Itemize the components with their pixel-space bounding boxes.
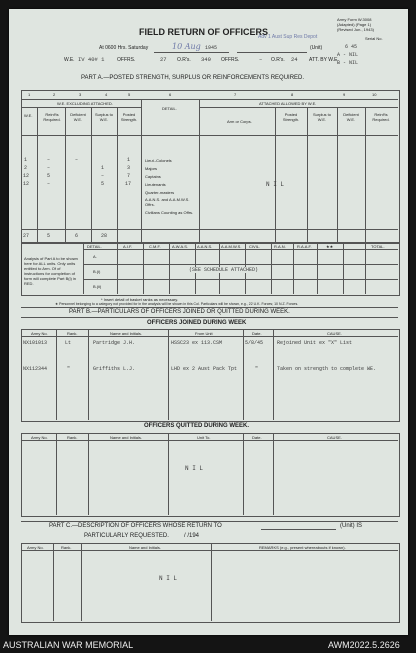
date: " xyxy=(255,366,259,372)
part-c-header: Rank. xyxy=(61,545,72,550)
quitted-header: Date. xyxy=(252,435,262,440)
joined-header: Rank. xyxy=(67,331,78,336)
cause: Taken on strength to complete WE. xyxy=(277,366,377,372)
part-a-title: PART A.—POSTED STRENGTH, SURPLUS OR REINFORCEMENTS REQUIRED. xyxy=(81,75,305,81)
form-reference xyxy=(337,17,374,32)
rank: " xyxy=(67,366,71,372)
quitted-header: Rank. xyxy=(67,435,78,440)
analysis-header: R.A.A.F. xyxy=(297,244,312,249)
offrs-value: 27 xyxy=(160,56,167,63)
analysis-header: ★★ xyxy=(326,244,334,249)
part-c-header: Army No. xyxy=(27,545,44,550)
army-no: NX101013 xyxy=(23,340,48,346)
col-header: W.E. xyxy=(24,113,33,118)
serial-value: 6 45 xyxy=(345,44,358,50)
at-line: At 0600 Hrs. Saturday xyxy=(99,45,149,51)
analysis-header: C.M.F. xyxy=(149,244,161,249)
analysis-header: A.A.M.W.S. xyxy=(221,244,242,249)
cell-posted: 7 xyxy=(127,173,131,179)
part-b-title: PART B.—PARTICULARS OF OFFICERS JOINED OR QUITTED DURING WEEK. xyxy=(69,309,290,315)
cell-we: 12 xyxy=(23,181,30,187)
col-number: 8 xyxy=(291,92,294,97)
part-c-nil: N I L xyxy=(159,575,178,582)
quitted-table xyxy=(21,433,400,517)
joined-title: OFFICERS JOINED DURING WEEK xyxy=(147,320,247,326)
detail-list xyxy=(145,157,197,215)
ors2-value: 24 xyxy=(291,56,298,63)
col-header: Surplus to W.E. xyxy=(94,112,113,122)
col-number: 9 xyxy=(343,92,346,97)
analysis-row-label: B.(i) xyxy=(93,269,101,274)
col-header: Posted Strength. xyxy=(120,112,138,122)
detail-item: A.A.N.S. and A.A.M.W.S. Offrs. xyxy=(145,197,190,207)
cell-posted: 17 xyxy=(125,181,132,187)
analysis-header: DETAIL. xyxy=(87,244,102,249)
part-c-header: Name and Initials. xyxy=(129,545,162,550)
analysis-header: R.A.N. xyxy=(274,244,286,249)
analysis-note: Analysis of Part A to be shown here for ALL units. Only units entitled to Arm. Of of instructions for completion of form will complete Part B(i) in RED. xyxy=(24,256,78,286)
cell-reinf: 5 xyxy=(47,173,51,179)
ors2-label: O.R's. xyxy=(271,57,285,63)
serial-label: Serial No. xyxy=(365,36,383,41)
total-deficient: 6 xyxy=(75,233,79,239)
part-c-header: REMARKS (e.g., present whereabouts if known). xyxy=(259,545,346,550)
quitted-header: Army No. xyxy=(31,435,48,440)
cell-posted: 1 xyxy=(127,157,131,163)
col-number: 3 xyxy=(79,92,82,97)
cell-posted: 3 xyxy=(127,165,131,171)
footer-catalog-number: AWM2022.5.2626 xyxy=(328,640,400,650)
quitted-header: Name and Initials. xyxy=(110,435,143,440)
detail-item: Lieut.-Colonels xyxy=(145,158,172,163)
col-header: Reinf'ts Required. xyxy=(43,112,61,122)
col-header: DETAIL. xyxy=(162,106,177,111)
cell-reinf: – xyxy=(47,181,51,187)
quitted-header: Unit To. xyxy=(197,435,211,440)
joined-header: Army No. xyxy=(31,331,48,336)
cell-deficient: – xyxy=(75,157,79,163)
joined-header: Name and Initials. xyxy=(110,331,143,336)
col-number: 7 xyxy=(234,92,237,97)
from-unit: LHD ex 2 Aust Pack Tpt xyxy=(171,366,238,372)
quitted-nil: N I L xyxy=(185,465,204,472)
analysis-header: CIVIL. xyxy=(249,244,261,249)
offrs-label: OFFRS. xyxy=(117,57,136,63)
col-number: 2 xyxy=(53,92,56,97)
form-ref-line: (Revised Jun., 1943) xyxy=(337,27,374,32)
year: 1945 xyxy=(205,45,218,51)
detail-item: Captains xyxy=(145,174,161,179)
col-number: 6 xyxy=(169,92,172,97)
col-number: 10 xyxy=(372,92,377,97)
cell-reinf: – xyxy=(47,165,51,171)
joined-header: Date. xyxy=(252,331,262,336)
total-posted: 28 xyxy=(101,233,108,239)
we-excl-attached: W.E. EXCLUDING ATTACHED. xyxy=(57,101,113,106)
cell-we: 2 xyxy=(24,165,28,171)
col-header: Surplus to W.E. xyxy=(312,112,331,122)
ors-value: 340 xyxy=(201,56,211,63)
army-no: NX112344 xyxy=(23,366,48,372)
unit-is: (Unit) IS xyxy=(340,523,363,529)
detail-item: Quarter-masters xyxy=(145,190,175,195)
name: Griffiths L.J. xyxy=(93,366,136,372)
cell-surplus: 5 xyxy=(101,181,105,187)
cell-surplus: – xyxy=(101,173,105,179)
quitted-title: OFFICERS QUITTED DURING WEEK. xyxy=(144,423,249,429)
cell-surplus: 1 xyxy=(101,165,105,171)
col-header: Deficient W.E. xyxy=(70,112,86,122)
schedule-note: (SEE SCHEDULE ATTACHED) xyxy=(189,267,259,273)
total-reinf: 5 xyxy=(47,233,51,239)
name: Partridge J.H. xyxy=(93,340,136,346)
unit-label: (Unit) xyxy=(310,45,323,51)
col-header: Posted Strength. xyxy=(282,112,300,122)
a-nil: A - NIL xyxy=(337,52,359,58)
part-c-title-1: PART C.—DESCRIPTION OF OFFICERS WHOSE RETURN TO xyxy=(49,523,222,529)
quitted-header: CAUSE. xyxy=(327,435,342,440)
date-handwritten: 10 Aug xyxy=(172,42,201,51)
analysis-header: TOTAL. xyxy=(371,244,385,249)
joined-header: CAUSE. xyxy=(327,331,342,336)
we-value: IV 40# 1 xyxy=(78,56,105,63)
cell-we: 12 xyxy=(23,173,30,179)
joined-header: From Unit xyxy=(195,331,213,336)
footnote-2: ★ Personnel belonging to a category not provided for in the analysis will be shown in this Col. Particulars will be shown, e.g., 22 U.K. Forces; 10 N.Z. Forces. xyxy=(55,302,299,306)
col-number: 5 xyxy=(128,92,131,97)
attached-nil: N I L xyxy=(266,181,285,188)
we-label: W.E. xyxy=(64,57,75,63)
cell-we: 1 xyxy=(24,157,28,163)
analysis-row-label: B.(ii) xyxy=(93,284,102,289)
attached-allowed: ATTACHED ALLOWED BY W.E. xyxy=(259,101,317,106)
total-we: 27 xyxy=(23,233,30,239)
analysis-header: A.I.F. xyxy=(123,244,133,249)
col-header: Deficient W.E. xyxy=(343,112,359,122)
unit-stamp: Adv 1 Aust Sup Res Depot xyxy=(258,34,318,40)
offrs2-value: – xyxy=(259,56,263,63)
form-sheet xyxy=(9,9,408,635)
form-title: FIELD RETURN OF OFFICERS xyxy=(139,27,268,37)
att-label: ATT. BY W.E. xyxy=(309,57,339,63)
rank: Lt xyxy=(65,340,72,346)
from-unit: HSSC23 ex 113.CSM xyxy=(171,340,223,346)
col-header: Arm or Corps. xyxy=(227,119,252,124)
form-ref-line: (Adapted) (Page 1) xyxy=(337,22,372,27)
date: 5/8/45 xyxy=(245,340,264,346)
analysis-header: A.W.A.S. xyxy=(172,244,189,249)
date-blank: / /194 xyxy=(184,533,200,539)
part-c-title-2: PARTICULARLY REQUESTED. xyxy=(84,533,169,539)
ors-label: O.R's. xyxy=(177,57,191,63)
form-ref-line: Army Form W.3008 xyxy=(337,17,372,22)
cell-reinf: – xyxy=(47,157,51,163)
analysis-row-label: A. xyxy=(93,254,97,259)
footnote-1: * Insert detail of basket ranks as necessary. xyxy=(101,297,179,302)
b-nil: B - NIL xyxy=(337,60,359,66)
detail-item: Lieutenants xyxy=(145,182,166,187)
detail-item: Majors xyxy=(145,166,158,171)
col-header: Reinf'ts Required. xyxy=(372,112,390,122)
offrs2-label: OFFRS. xyxy=(221,57,240,63)
col-number: 1 xyxy=(28,92,31,97)
col-number: 4 xyxy=(105,92,108,97)
detail-item: Civilians Counting as Offrs. xyxy=(145,210,194,215)
cause: Rejoined Unit ex "X" List xyxy=(277,340,353,346)
analysis-header: A.A.N.S. xyxy=(197,244,213,249)
footer-credit: AUSTRALIAN WAR MEMORIAL xyxy=(3,640,134,650)
